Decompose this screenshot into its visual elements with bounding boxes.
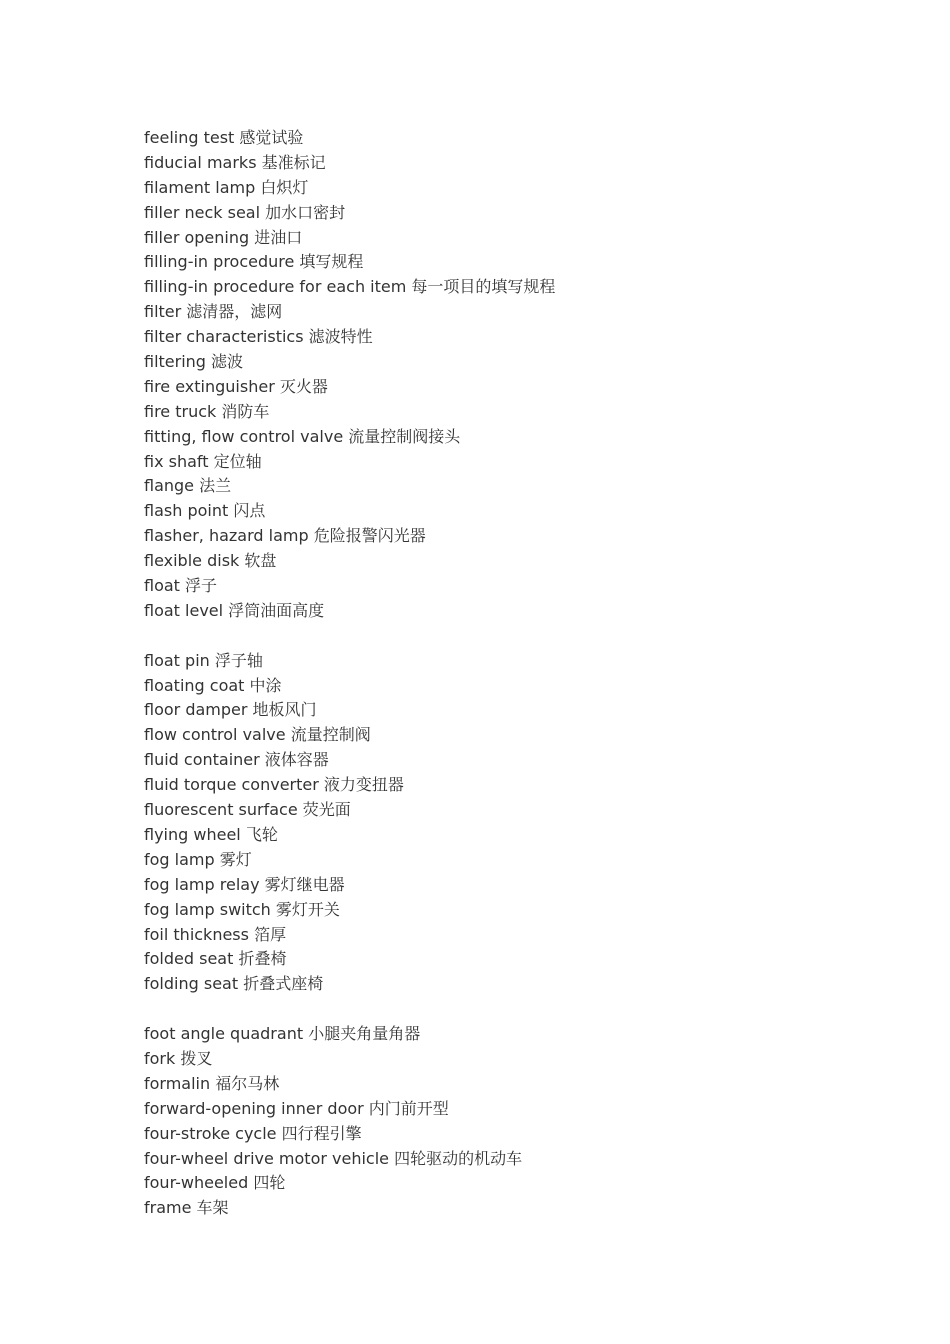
glossary-list (144, 126, 904, 1221)
glossary-entry: floor damper 地板风门 (144, 700, 317, 720)
glossary-entry: fork 拨叉 (144, 1048, 213, 1068)
glossary-entry: filament lamp 白炽灯 (144, 177, 309, 197)
glossary-entry: float level 浮筒油面高度 (144, 600, 325, 620)
glossary-entry: forward-opening inner door 内门前开型 (144, 1098, 449, 1118)
glossary-entry: flexible disk 软盘 (144, 551, 277, 571)
glossary-entry: filter characteristics 滤波特性 (144, 327, 373, 347)
glossary-entry: fire extinguisher 灭火器 (144, 376, 328, 396)
glossary-entry: fluorescent surface 荧光面 (144, 800, 351, 820)
glossary-entry: fog lamp 雾灯 (144, 849, 252, 869)
glossary-entry: flying wheel 飞轮 (144, 824, 278, 844)
glossary-entry: float pin 浮子轴 (144, 650, 263, 670)
glossary-entry: fluid torque converter 液力变扭器 (144, 775, 404, 795)
glossary-entry: foot angle quadrant 小腿夹角量角器 (144, 1024, 421, 1044)
glossary-entry: filler neck seal 加水口密封 (144, 202, 346, 222)
glossary-entry: fix shaft 定位轴 (144, 451, 262, 471)
glossary-entry: fog lamp relay 雾灯继电器 (144, 874, 345, 894)
glossary-entry: frame 车架 (144, 1198, 229, 1218)
glossary-entry: four-stroke cycle 四行程引擎 (144, 1123, 362, 1143)
glossary-entry: filtering 滤波 (144, 352, 244, 372)
glossary-entry: fire truck 消防车 (144, 401, 270, 421)
glossary-entry: float 浮子 (144, 576, 218, 596)
glossary-entry: fitting, flow control valve 流量控制阀接头 (144, 426, 461, 446)
glossary-entry: foil thickness 箔厚 (144, 924, 287, 944)
group-spacer (144, 624, 904, 649)
glossary-entry: flash point 闪点 (144, 501, 266, 521)
glossary-entry: filling-in procedure 填写规程 (144, 252, 364, 272)
glossary-page (144, 126, 904, 1221)
glossary-entry: formalin 福尔马林 (144, 1073, 280, 1093)
glossary-entry: folded seat 折叠椅 (144, 949, 287, 969)
glossary-entry: four-wheeled 四轮 (144, 1173, 286, 1193)
glossary-entry: fiducial marks 基准标记 (144, 152, 326, 172)
glossary-entry: fluid container 液体容器 (144, 750, 329, 770)
glossary-entry: flow control valve 流量控制阀 (144, 725, 371, 745)
glossary-entry: flasher, hazard lamp 危险报警闪光器 (144, 526, 426, 546)
glossary-entry: filler opening 进油口 (144, 227, 303, 247)
glossary-entry: flange 法兰 (144, 476, 232, 496)
glossary-entry: floating coat 中涂 (144, 675, 282, 695)
group-spacer (144, 997, 904, 1022)
glossary-entry: filter 滤清器，滤网 (144, 302, 283, 322)
glossary-entry: filling-in procedure for each item 每一项目的填写规程 (144, 277, 556, 297)
glossary-entry: four-wheel drive motor vehicle 四轮驱动的机动车 (144, 1148, 523, 1168)
glossary-entry: feeling test 感觉试验 (144, 128, 304, 147)
glossary-entry: fog lamp switch 雾灯开关 (144, 899, 340, 919)
glossary-entry: folding seat 折叠式座椅 (144, 974, 324, 994)
